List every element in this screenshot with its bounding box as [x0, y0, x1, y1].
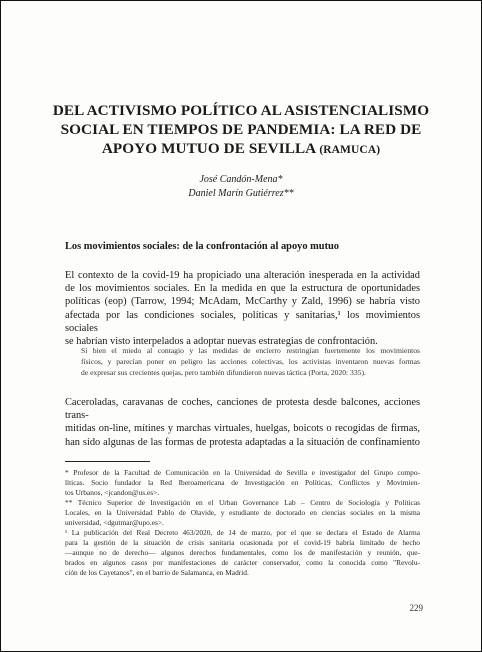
quote-line: Si bien el miedo al contagio y las medidas de encierro restringían fuertemente los movimientos [81, 346, 420, 355]
paragraph-line: han sido algunas de las formas de protesta adaptadas a la situación de confinamiento [65, 436, 420, 448]
paragraph-line: se habrían visto interpelados a adoptar nuevas estrategias de confrontación. [65, 336, 378, 348]
footnote-line: líticas. Socio fundador la Red Iberoamericana de Investigación en Políticas, Conflictos y Movimien- [65, 478, 420, 487]
title-line-1: DEL ACTIVISMO POLÍTICO AL ASISTENCIALISMO [52, 102, 430, 119]
paragraph-line: mitidas on-line, mítines y marchas virtuales, huelgas, boicots o recogidas de firmas, [65, 423, 420, 435]
author-2: Daniel Marín Gutiérrez** [188, 188, 294, 199]
body-paragraph-1 [65, 269, 420, 348]
page-number: 229 [409, 603, 423, 613]
body-paragraph-2 [65, 396, 420, 449]
footnote-line: tos Urbanos, <jcandon@us.es>. [65, 488, 160, 497]
section-heading: Los movimientos sociales: de la confrontación al apoyo mutuo [65, 241, 340, 252]
article-title [41, 101, 441, 160]
quote-line: de expresar sus crecientes quejas, pero también difundieron nuevas táctica (Porta, 2020: 335). [81, 368, 366, 377]
footnote-line: ¹ La publicación del Real Decreto 463/2020, de 14 de marzo, por el que se declara el Estado de Alarma [65, 528, 420, 537]
footnote-line: * Profesor de la Facultad de Comunicación en la Universidad de Sevilla e investigador del Grupo compo- [65, 468, 420, 477]
footnote-line: universidad, <dgutmar@upo.es>. [65, 518, 164, 527]
paragraph-line: afectada por las condiciones sociales, políticas y sanitarias,¹ los movimientos sociales [65, 309, 420, 334]
title-line-3 [41, 139, 441, 160]
author-list [41, 173, 441, 201]
footnote-line: para la gestión de la situación de crisis sanitaria ocasionada por el covid-19 habría limitado de hecho [65, 538, 420, 547]
paragraph-line: Caceroladas, caravanas de coches, canciones de protesta desde balcones, acciones trans- [65, 397, 420, 422]
title-line-2: SOCIAL EN TIEMPOS DE PANDEMIA: LA RED DE [60, 121, 422, 138]
footnote-line: brados en algunos casos por manifestaciones de carácter conservador, como la conocida como "Revolu- [65, 558, 420, 567]
footnotes [65, 468, 420, 578]
paragraph-line: de los movimientos sociales. En la medida en que la estructura de oportunidades [65, 283, 420, 295]
footnote-line: —aunque no de derecho— algunos derechos fundamentales, como los de manifestación y reunión, que- [65, 548, 420, 557]
quote-line: físicos, y parecían poner en peligro las acciones colectivas, los activistas inventaron nuevas formas [81, 357, 420, 366]
footnote-line: ción de los Cayetanos", en el barrio de Salamanca, en Madrid. [65, 568, 249, 577]
paragraph-line: El contexto de la covid-19 ha propiciado una alteración inesperada en la actividad [65, 270, 420, 281]
block-quote [81, 345, 420, 378]
paragraph-line: políticas (eop) (Tarrow, 1994; McAdam, McCarthy y Zald, 1996) se habría visto [65, 296, 420, 308]
footnote-separator [65, 461, 150, 462]
title-line-3-main: APOYO MUTUO DE SEVILLA [101, 140, 320, 157]
footnote-line: ** Técnico Superior de Investigación en el Urban Governance Lab – Centro de Sociología y Políticas [65, 498, 420, 507]
footnote-line: Locales, en la Universidad Pablo de Olavide, y estudiante de doctorado en ciencias sociales en la misma [65, 508, 420, 517]
title-acronym: (RAMUCA) [319, 144, 381, 156]
author-1: José Candón-Mena* [199, 174, 283, 185]
